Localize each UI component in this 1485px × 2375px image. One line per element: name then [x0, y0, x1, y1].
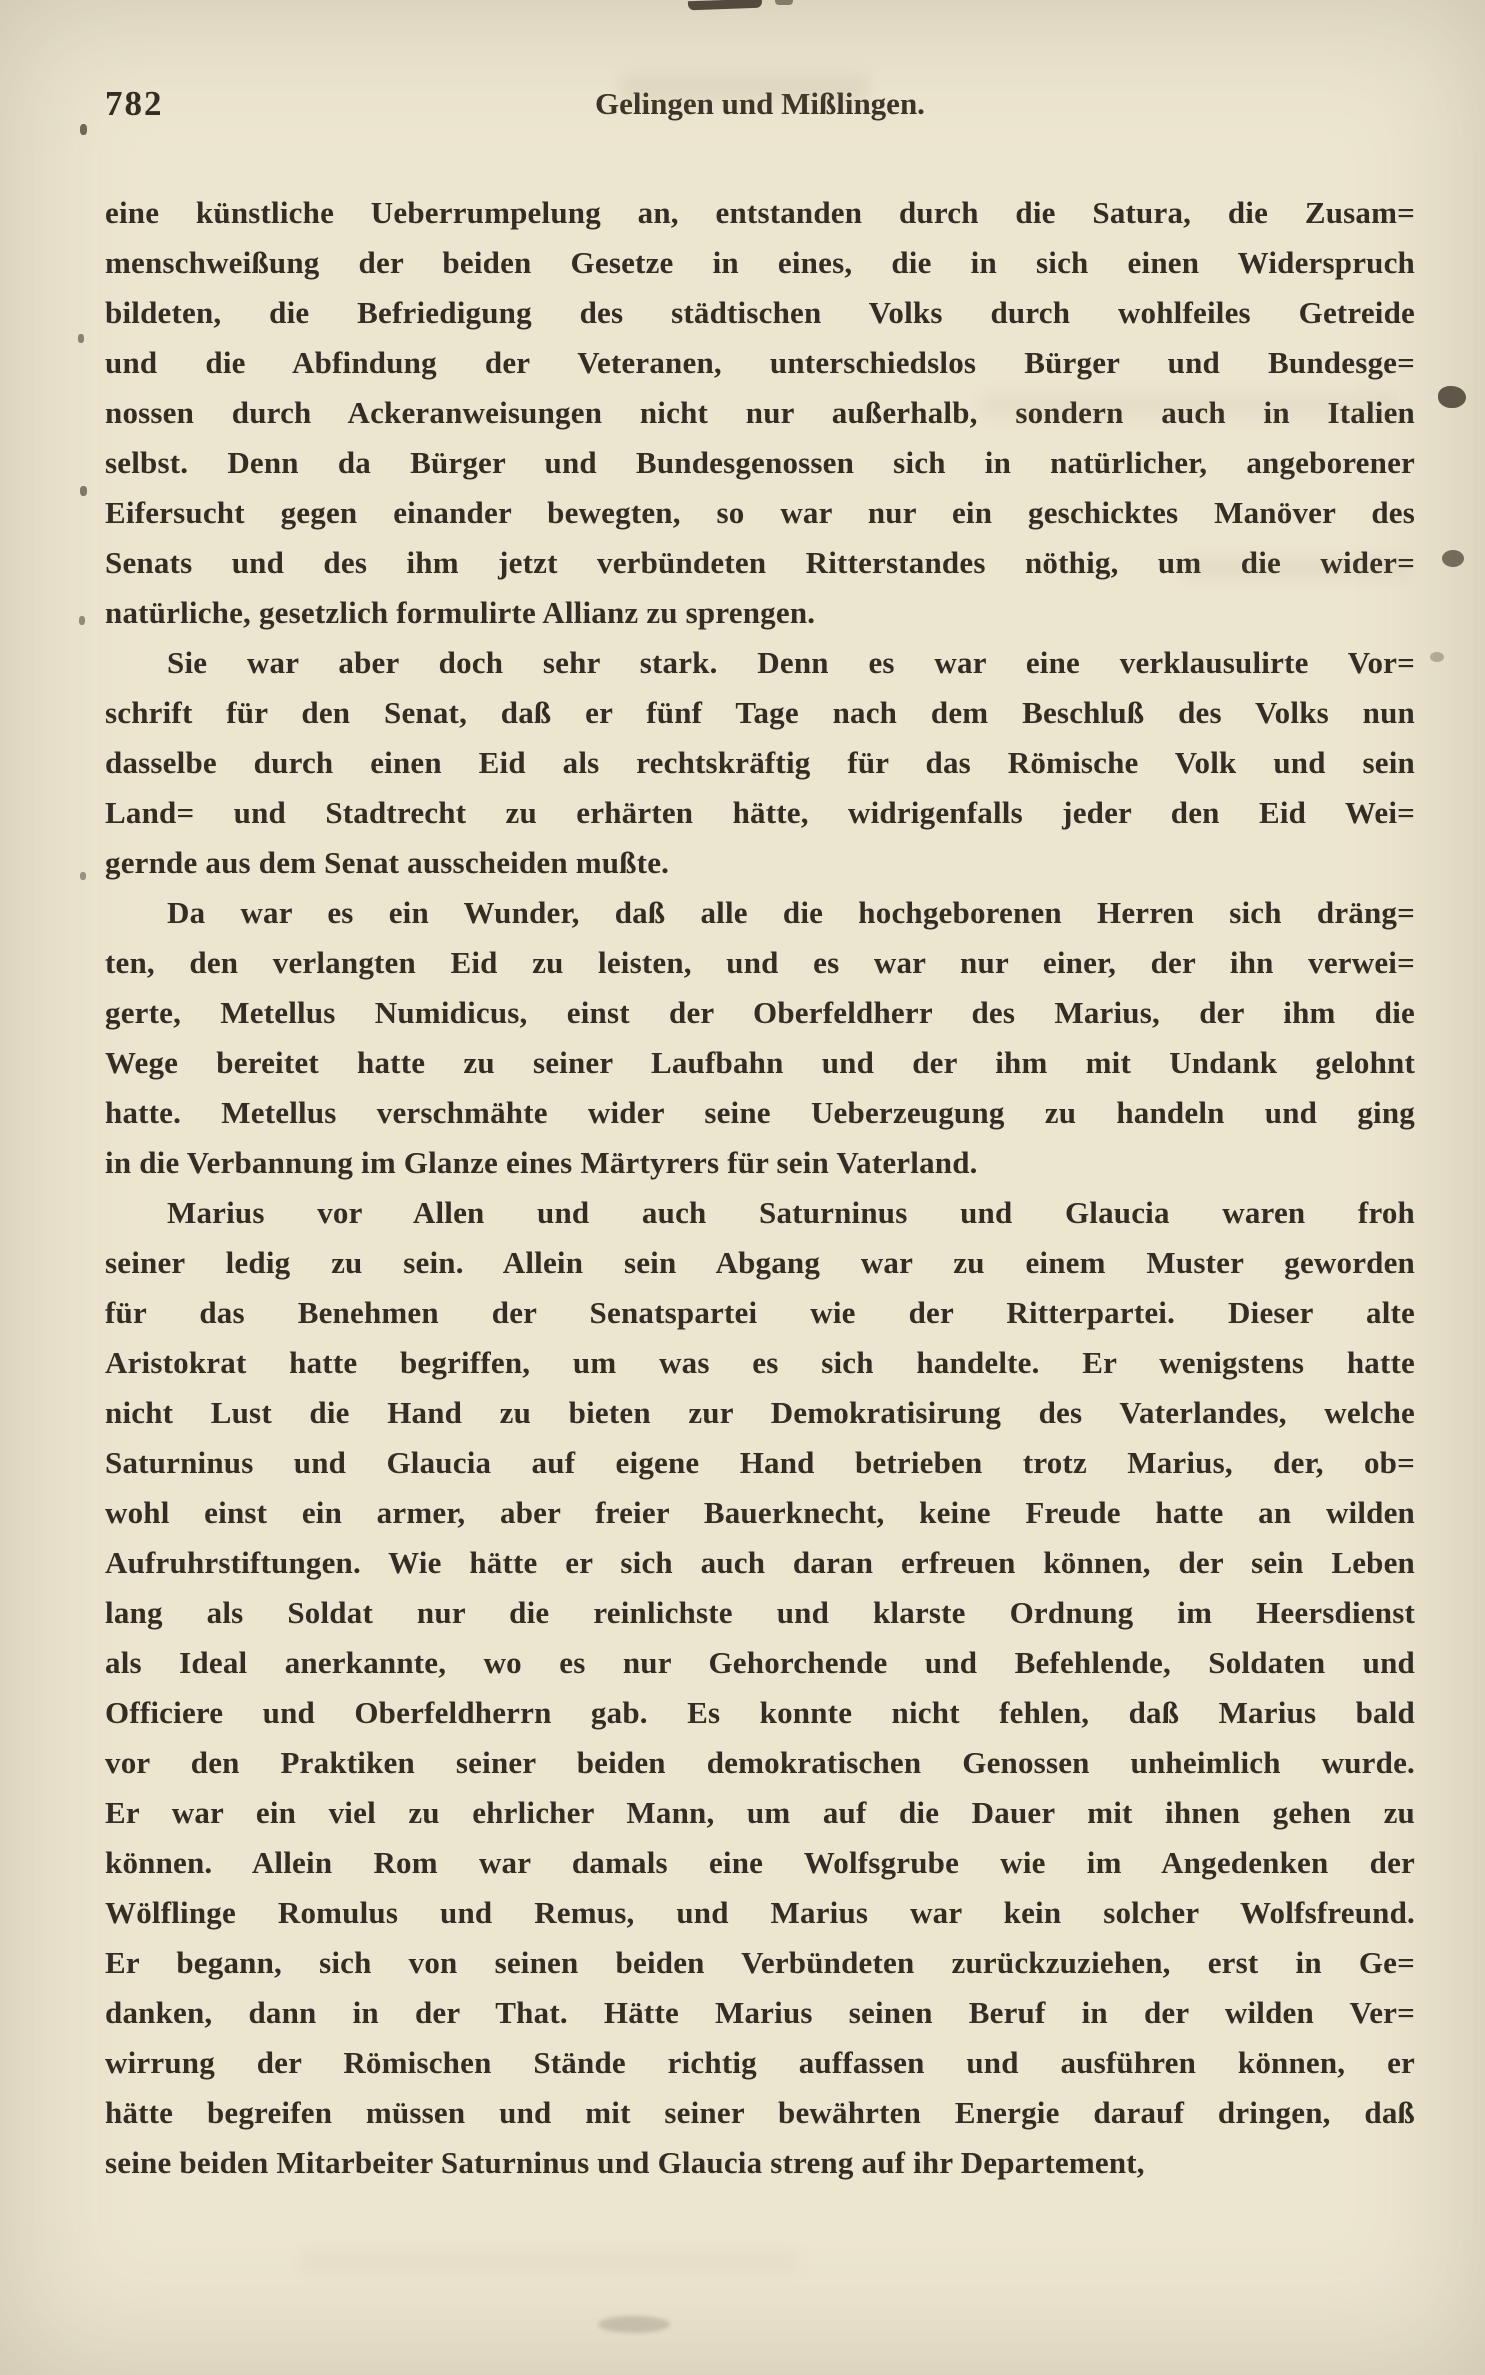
text-line: wirrung der Römischen Stände richtig auffassen und ausführen können, er — [105, 2045, 1415, 2080]
text-line: und die Abfindung der Veteranen, unterschiedslos Bürger und Bundesge= — [105, 345, 1415, 380]
text-line: Aristokrat hatte begriffen, um was es sich handelte. Er wenigstens hatte — [105, 1345, 1415, 1380]
page-number: 782 — [105, 84, 164, 123]
scan-artifact-left-margin — [80, 124, 87, 135]
paragraph — [105, 638, 1415, 888]
body-text — [105, 188, 1415, 2188]
scan-artifact-top-edge — [775, 0, 793, 5]
text-line: in die Verbannung im Glanze eines Märtyrers für sein Vaterland. — [105, 1145, 978, 1180]
text-line: Saturninus und Glaucia auf eigene Hand betrieben trotz Marius, der, ob= — [105, 1445, 1415, 1480]
text-line: Land= und Stadtrecht zu erhärten hätte, widrigenfalls jeder den Eid Wei= — [105, 795, 1415, 830]
text-line: Aufruhrstiftungen. Wie hätte er sich auch daran erfreuen können, der sein Leben — [105, 1545, 1415, 1580]
scan-artifact-bottom-smudge — [598, 2316, 670, 2333]
text-line: wohl einst ein armer, aber freier Bauerknecht, keine Freude hatte an wilden — [105, 1495, 1415, 1530]
running-title: Gelingen und Mißlingen. — [595, 86, 925, 121]
text-line: Officiere und Oberfeldherrn gab. Es konnte nicht fehlen, daß Marius bald — [105, 1695, 1415, 1730]
text-line: lang als Soldat nur die reinlichste und klarste Ordnung im Heersdienst — [105, 1595, 1415, 1630]
paragraph — [105, 188, 1415, 638]
text-line: Da war es ein Wunder, daß alle die hochgeborenen Herren sich dräng= — [167, 895, 1415, 930]
text-line: seiner ledig zu sein. Allein sein Abgang war zu einem Muster geworden — [105, 1245, 1415, 1280]
text-line: für das Benehmen der Senatspartei wie der Ritterpartei. Dieser alte — [105, 1295, 1415, 1330]
text-line: hätte begreifen müssen und mit seiner bewährten Energie darauf dringen, daß — [105, 2095, 1415, 2130]
scan-artifact-right-margin — [1438, 386, 1466, 408]
text-line: gernde aus dem Senat ausscheiden mußte. — [105, 845, 670, 880]
text-line: dasselbe durch einen Eid als rechtskräftig für das Römische Volk und sein — [105, 745, 1415, 780]
text-line: selbst. Denn da Bürger und Bundesgenossen sich in natürlicher, angeborener — [105, 445, 1415, 480]
text-line: Sie war aber doch sehr stark. Denn es war eine verklausulirte Vor= — [167, 645, 1415, 680]
text-line: Wege bereitet hatte zu seiner Laufbahn und der ihm mit Undank gelohnt — [105, 1045, 1415, 1080]
text-line: seine beiden Mitarbeiter Saturninus und Glaucia streng auf ihr Departement, — [105, 2145, 1145, 2180]
text-line: als Ideal anerkannte, wo es nur Gehorchende und Befehlende, Soldaten und — [105, 1645, 1415, 1680]
text-line: Er war ein viel zu ehrlicher Mann, um auf die Dauer mit ihnen gehen zu — [105, 1795, 1415, 1830]
scan-artifact-top-edge — [688, 0, 762, 10]
text-line: nicht Lust die Hand zu bieten zur Demokratisirung des Vaterlandes, welche — [105, 1395, 1415, 1430]
scan-artifact-left-margin — [80, 872, 86, 880]
text-line: eine künstliche Ueberrumpelung an, entstanden durch die Satura, die Zusam= — [105, 195, 1415, 230]
text-line: schrift für den Senat, daß er fünf Tage nach dem Beschluß des Volks nun — [105, 695, 1415, 730]
text-line: gerte, Metellus Numidicus, einst der Oberfeldherr des Marius, der ihm die — [105, 995, 1415, 1030]
text-line: danken, dann in der That. Hätte Marius seinen Beruf in der wilden Ver= — [105, 1995, 1415, 2030]
text-line: hatte. Metellus verschmähte wider seine Ueberzeugung zu handeln und ging — [105, 1095, 1415, 1130]
scan-artifact-right-margin — [1442, 550, 1464, 567]
page-header — [105, 84, 1415, 136]
text-line: ten, den verlangten Eid zu leisten, und es war nur einer, der ihn verwei= — [105, 945, 1415, 980]
text-line: bildeten, die Befriedigung des städtischen Volks durch wohlfeiles Getreide — [105, 295, 1415, 330]
text-line: Marius vor Allen und auch Saturninus und Glaucia waren froh — [167, 1195, 1415, 1230]
ink-showthrough — [300, 2250, 800, 2272]
text-line: können. Allein Rom war damals eine Wolfsgrube wie im Angedenken der — [105, 1845, 1415, 1880]
text-line: menschweißung der beiden Gesetze in eines, die in sich einen Widerspruch — [105, 245, 1415, 280]
scan-artifact-left-margin — [78, 334, 84, 343]
paragraph — [105, 888, 1415, 1188]
scan-artifact-right-margin — [1430, 652, 1444, 662]
text-line: nossen durch Ackeranweisungen nicht nur außerhalb, sondern auch in Italien — [105, 395, 1415, 430]
text-line: Er begann, sich von seinen beiden Verbündeten zurückzuziehen, erst in Ge= — [105, 1945, 1415, 1980]
text-line: Wölflinge Romulus und Remus, und Marius war kein solcher Wolfsfreund. — [105, 1895, 1415, 1930]
scan-artifact-left-margin — [80, 486, 87, 496]
paragraph — [105, 1188, 1415, 2188]
text-line: vor den Praktiken seiner beiden demokratischen Genossen unheimlich wurde. — [105, 1745, 1415, 1780]
text-line: Senats und des ihm jetzt verbündeten Ritterstandes nöthig, um die wider= — [105, 545, 1415, 580]
text-line: natürliche, gesetzlich formulirte Allianz zu sprengen. — [105, 595, 816, 630]
scan-artifact-left-margin — [79, 616, 85, 625]
text-line: Eifersucht gegen einander bewegten, so war nur ein geschicktes Manöver des — [105, 495, 1415, 530]
